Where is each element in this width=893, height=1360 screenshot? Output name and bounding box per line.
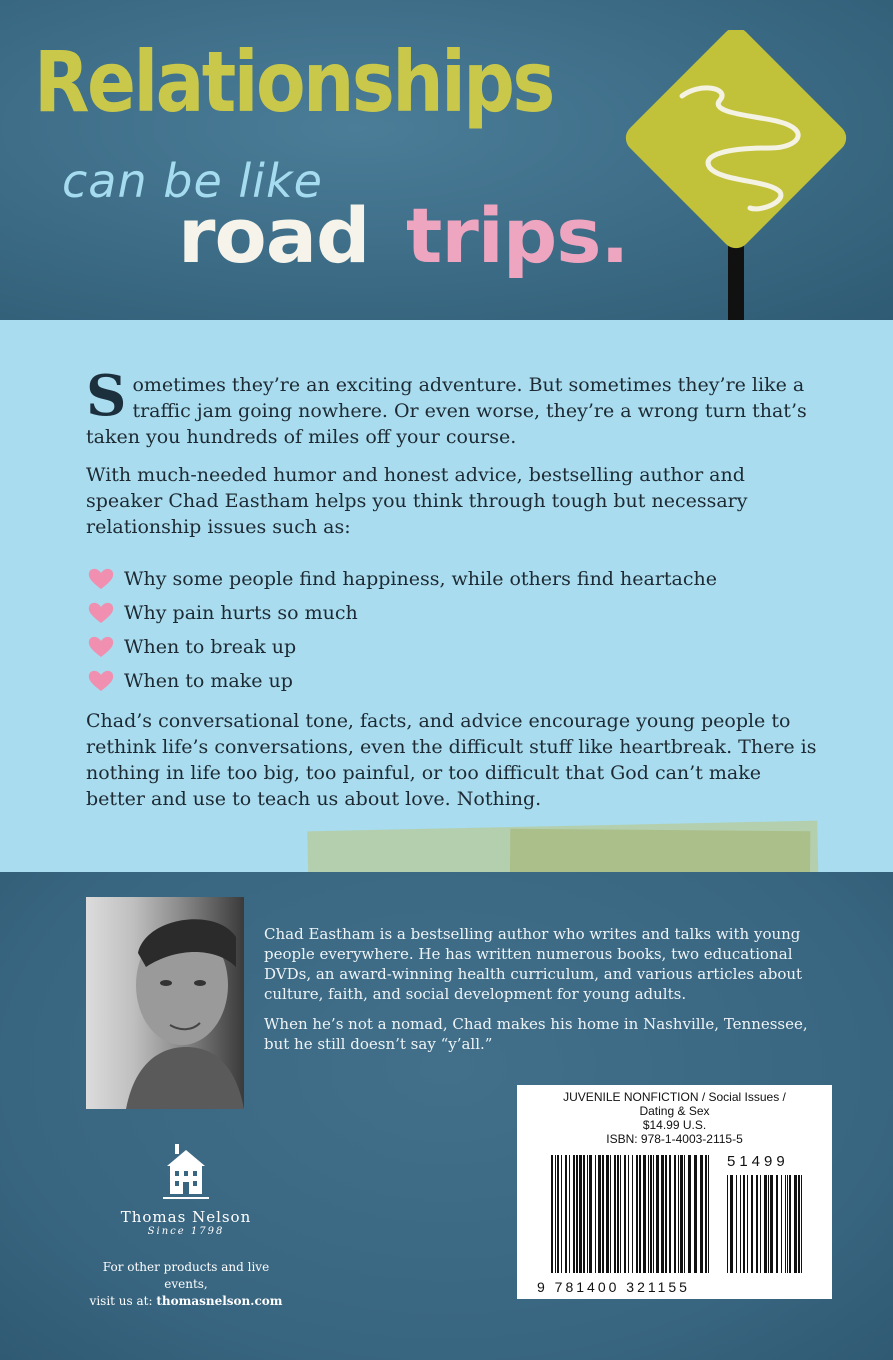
barcode-icon xyxy=(551,1155,811,1275)
intro-text: ometimes they’re an exciting adventure. But sometimes they’re like a traffic jam going nowhere. Or even worse, they’re a wrong turn that’s taken you hundreds of miles off your course. xyxy=(86,374,807,448)
description-panel xyxy=(0,320,893,872)
closing-paragraph: Chad’s conversational tone, facts, and advice encourage young people to rethink life’s conversations, even the difficult stuff like heartbreak. There is nothing in life too big, too painful, or too difficult that God can’t make better and use to teach us about love. Nothing. xyxy=(86,710,817,810)
bullet-text: When to make up xyxy=(124,670,293,692)
publisher-since: Since 1798 xyxy=(147,1226,225,1237)
ean-digits: 9 781400 321155 xyxy=(537,1279,690,1295)
category-info xyxy=(517,1090,832,1146)
thomas-nelson-house-logo xyxy=(161,1142,211,1202)
headline-relationships: Relationships xyxy=(34,33,553,131)
heart-bullet-icon xyxy=(86,669,116,693)
description-text xyxy=(86,363,826,824)
bullet-list xyxy=(86,562,826,698)
heart-bullet-icon xyxy=(86,635,116,659)
category-line-2: Dating & Sex xyxy=(639,1104,710,1118)
price: $14.99 U.S. xyxy=(642,1118,707,1132)
publisher-visit xyxy=(86,1259,286,1310)
intro-paragraph xyxy=(86,363,826,450)
visit-prefix: visit us at: xyxy=(89,1294,153,1308)
publisher-name: Thomas Nelson xyxy=(120,1208,252,1226)
bio-paragraph: When he’s not a nomad, Chad makes his home in Nashville, Tennessee, but he still doesn’t say “y’all.” xyxy=(264,1015,808,1053)
publisher-website-link[interactable]: thomasnelson.com xyxy=(156,1294,283,1308)
heart-bullet-icon xyxy=(86,567,116,591)
list-item xyxy=(86,664,826,698)
barcode-label xyxy=(517,1085,832,1299)
bio-paragraph: Chad Eastham is a bestselling author who writes and talks with young people everywhere. He has written numerous books, two educational DVDs, an award-winning health curriculum, and various articles about culture, faith, and social development for young adults. xyxy=(264,925,803,1003)
list-item xyxy=(86,630,826,664)
title-banner xyxy=(0,0,893,320)
drop-cap: S xyxy=(86,363,127,429)
bullet-text: Why some people find happiness, while others find heartache xyxy=(124,568,717,590)
author-portrait-image xyxy=(86,897,244,1109)
swirl-road-sign-icon xyxy=(610,30,870,320)
heart-bullet-icon xyxy=(86,601,116,625)
author-bio xyxy=(264,924,824,1064)
second-paragraph: With much-needed humor and honest advice, bestselling author and speaker Chad Eastham helps you think through tough but necessary relationship issues such as: xyxy=(86,464,748,538)
bullet-text: When to break up xyxy=(124,636,297,658)
publisher-block xyxy=(86,1142,286,1310)
author-panel xyxy=(0,872,893,1360)
isbn: ISBN: 978-1-4003-2115-5 xyxy=(606,1132,743,1146)
addon-digits: 51499 xyxy=(727,1153,789,1170)
visit-line-1: For other products and live events, xyxy=(102,1260,270,1291)
author-photo xyxy=(86,897,244,1109)
category-line-1: JUVENILE NONFICTION / Social Issues / xyxy=(563,1090,786,1104)
headline-road: road xyxy=(178,191,370,280)
headline-trips: trips. xyxy=(406,191,629,280)
headline-can-be-like: can be like xyxy=(62,154,323,208)
visit-line-2 xyxy=(86,1293,286,1310)
list-item xyxy=(86,596,826,630)
list-item xyxy=(86,562,826,596)
bullet-text: Why pain hurts so much xyxy=(124,602,358,624)
